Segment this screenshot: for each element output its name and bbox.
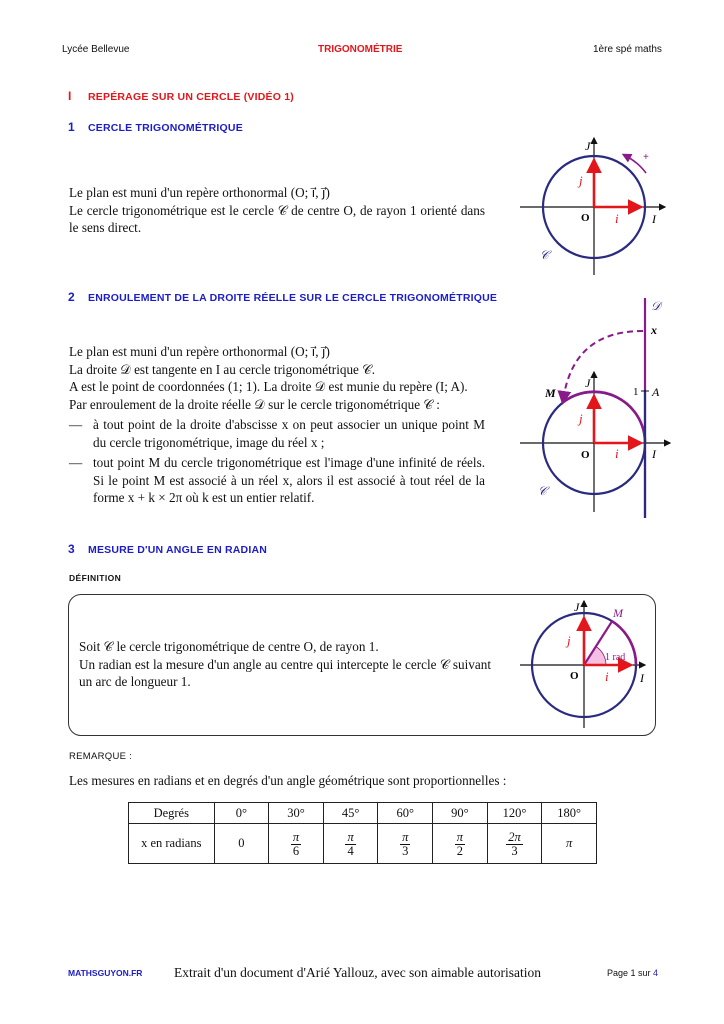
- table-cell: [269, 824, 324, 864]
- table-cell: [323, 824, 378, 864]
- label-j: j⃗: [567, 633, 581, 648]
- label-plus: +: [643, 152, 649, 163]
- table-cell: [378, 824, 433, 864]
- winding-arrow-icon: [563, 331, 643, 401]
- section-2-title-text: ENROULEMENT DE LA DROITE RÉELLE SUR LE CERCLE TRIGONOMÉTRIQUE: [88, 292, 498, 304]
- fraction: $\frac{\pi}{6}$: [292, 829, 300, 858]
- table-cell: 0°: [214, 803, 269, 824]
- label-I: I: [652, 447, 656, 461]
- footer-site-link[interactable]: MATHSGUYON.FR: [68, 968, 143, 978]
- bullet-text: tout point M du cercle trigonométrique est l'image d'une infinité de réels. Si le point M est associé à un réel x, alors il est associé à tout réel de la forme x + k × 2π où k est un entier relatif.: [93, 455, 485, 505]
- label-C: 𝒞: [540, 248, 549, 262]
- table-cell: 180°: [542, 803, 597, 824]
- label-J: J: [585, 139, 591, 153]
- section-1-title-text: CERCLE TRIGONOMÉTRIQUE: [88, 122, 243, 134]
- table-row-radians: [129, 824, 597, 864]
- label-j: j⃗: [579, 173, 593, 188]
- table-cell: 0: [214, 824, 269, 864]
- table-row-degrees: [129, 803, 597, 824]
- section-1-line-2: Le cercle trigonométrique est le cercle 𝒞 de centre O, de rayon 1 orienté dans le sens direct.: [69, 202, 485, 235]
- section-3-number: 3: [68, 542, 75, 556]
- table-cell: 45°: [323, 803, 378, 824]
- radian-figure: [515, 595, 655, 735]
- section-1-number: 1: [68, 120, 75, 134]
- part-title-text: REPÉRAGE SUR UN CERCLE (VIDÉO 1): [88, 91, 294, 103]
- section-1-line-1: Le plan est muni d'un repère orthonormal (O; i⃗, j⃗): [69, 185, 330, 200]
- trig-circle-figure: [505, 135, 680, 275]
- winding-figure: [505, 290, 685, 520]
- section-2-line-3: A est le point de coordonnées (1; 1). La droite 𝒟 est munie du repère (I; A).: [69, 379, 468, 394]
- label-O: O: [581, 449, 590, 461]
- remark-label: REMARQUE :: [69, 751, 133, 762]
- definition-line-1: Soit 𝒞 le cercle trigonométrique de centre O, de rayon 1.: [79, 639, 379, 654]
- fraction: $\frac{\pi}{2}$: [456, 829, 463, 858]
- part-number: I: [68, 89, 72, 103]
- bullet-item: [69, 454, 485, 507]
- table-header-radians: x en radians: [129, 824, 215, 864]
- label-J: J: [585, 376, 591, 390]
- table-cell: 60°: [378, 803, 433, 824]
- section-2-number: 2: [68, 290, 75, 304]
- label-i: i⃗: [615, 446, 629, 461]
- label-I: I: [640, 671, 644, 685]
- header-school: Lycée Bellevue: [62, 44, 130, 55]
- definition-line-2: Un radian est la mesure d'un angle au centre qui intercepte le cercle 𝒞 suivant un arc de longueur 1.: [79, 656, 491, 689]
- table-cell: 90°: [433, 803, 488, 824]
- section-1-title: [68, 120, 243, 134]
- label-j: j⃗: [579, 411, 593, 426]
- section-2-line-2: La droite 𝒟 est tangente en I au cercle trigonométrique 𝒞.: [69, 361, 376, 377]
- label-1-rad: 1 rad: [605, 652, 626, 663]
- bullet-dash: —: [69, 455, 83, 470]
- table-cell: π: [542, 824, 597, 864]
- bullet-dash: —: [69, 417, 83, 432]
- label-A: A: [652, 385, 660, 399]
- fraction: $\frac{\pi}{4}$: [347, 829, 354, 858]
- footer-credit: Extrait d'un document d'Arié Yallouz, avec son aimable autorisation: [174, 965, 542, 980]
- bullet-item: [69, 416, 485, 451]
- section-3-title-text: MESURE D'UN ANGLE EN RADIAN: [88, 544, 268, 556]
- label-x: x: [651, 323, 657, 337]
- bullet-text: à tout point de la droite d'abscisse x on peut associer un unique point M du cercle trigonométrique, image du réel x ;: [93, 417, 485, 450]
- label-M: M: [613, 606, 623, 620]
- label-D: 𝒟: [651, 299, 661, 313]
- section-2-text: [69, 343, 485, 507]
- table-cell: 30°: [269, 803, 324, 824]
- fraction: $\frac{\pi}{3}$: [402, 829, 409, 858]
- section-2-line-1: Le plan est muni d'un repère orthonormal (O; i⃗, j⃗): [69, 344, 330, 359]
- label-1: 1: [633, 386, 639, 398]
- table-cell: [487, 824, 542, 864]
- definition-label: DÉFINITION: [69, 573, 122, 583]
- header-level: 1ère spé maths: [593, 44, 662, 55]
- header-title: TRIGONOMÉTRIE: [318, 44, 403, 55]
- definition-text: [79, 638, 491, 691]
- label-C: 𝒞: [538, 484, 547, 498]
- table-header-degrees: Degrés: [129, 803, 215, 824]
- label-J: J: [574, 600, 580, 614]
- label-O: O: [581, 212, 590, 224]
- table-cell: [433, 824, 488, 864]
- remark-text: Les mesures en radians et en degrés d'un angle géométrique sont proportionnelles :: [69, 773, 507, 788]
- section-2-line-4: Par enroulement de la droite réelle 𝒟 sur le cercle trigonométrique 𝒞 :: [69, 396, 440, 412]
- label-i: i⃗: [605, 669, 619, 684]
- footer-page-total[interactable]: 4: [653, 968, 659, 978]
- section-3-title: [68, 542, 267, 556]
- table-cell: 120°: [487, 803, 542, 824]
- fraction: $\frac{2\pi}{3}$: [508, 829, 521, 858]
- part-title: [68, 89, 294, 103]
- label-i: i⃗: [615, 211, 629, 226]
- section-2-title: [68, 290, 497, 304]
- footer-page-number: Page 1 sur 4: [607, 968, 659, 978]
- wound-arc: [562, 392, 645, 443]
- degrees-radians-table: [128, 802, 597, 864]
- section-1-text: [69, 184, 485, 237]
- label-O: O: [570, 670, 579, 682]
- label-I: I: [652, 212, 656, 226]
- label-M: M: [545, 386, 556, 400]
